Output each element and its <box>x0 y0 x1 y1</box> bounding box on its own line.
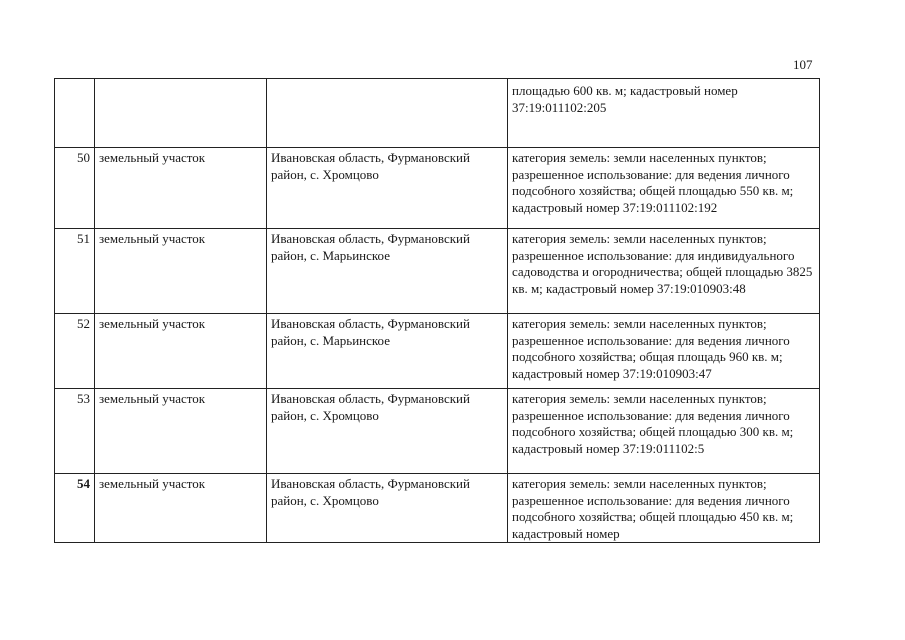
table-row <box>55 474 820 543</box>
description-cell: категория земель: земли населенных пунктов; разрешенное использование: для ведения личного подсобного хозяйства; общая площадь 960 кв. м; кадастровый номер 37:19:010903:47 <box>508 314 820 389</box>
property-table <box>54 78 820 543</box>
table-row <box>55 229 820 314</box>
table-row <box>55 148 820 229</box>
address-cell: Ивановская область, Фурмановский район, с. Хромцово <box>267 389 508 474</box>
object-type-cell: земельный участок <box>95 474 267 543</box>
table-row-continuation <box>55 79 820 148</box>
object-type-cell: земельный участок <box>95 389 267 474</box>
address-cell: Ивановская область, Фурмановский район, с. Хромцово <box>267 474 508 543</box>
object-type-cell: земельный участок <box>95 314 267 389</box>
row-number-cell: 54 <box>55 474 95 543</box>
address-cell: Ивановская область, Фурмановский район, с. Хромцово <box>267 148 508 229</box>
row-number-cell: 52 <box>55 314 95 389</box>
description-cell: категория земель: земли населенных пунктов; разрешенное использование: для ведения личного подсобного хозяйства; общей площадью 450 кв. м; кадастровый номер <box>508 474 820 543</box>
row-number-cell <box>55 79 95 148</box>
address-cell: Ивановская область, Фурмановский район, с. Марьинское <box>267 314 508 389</box>
description-cell: категория земель: земли населенных пунктов; разрешенное использование: для ведения личного подсобного хозяйства; общей площадью 300 кв. м; кадастровый номер 37:19:011102:5 <box>508 389 820 474</box>
address-cell: Ивановская область, Фурмановский район, с. Марьинское <box>267 229 508 314</box>
object-type-cell: земельный участок <box>95 148 267 229</box>
table-row <box>55 389 820 474</box>
page-number: 107 <box>793 57 813 72</box>
object-type-cell <box>95 79 267 148</box>
table-row <box>55 314 820 389</box>
address-cell <box>267 79 508 148</box>
row-number-cell: 53 <box>55 389 95 474</box>
description-cell: категория земель: земли населенных пунктов; разрешенное использование: для ведения личного подсобного хозяйства; общей площадью 550 кв. м; кадастровый номер 37:19:011102:192 <box>508 148 820 229</box>
object-type-cell: земельный участок <box>95 229 267 314</box>
row-number-cell: 50 <box>55 148 95 229</box>
description-cell: категория земель: земли населенных пунктов; разрешенное использование: для индивидуального садоводства и огородничества; общей площадью 3825 кв. м; кадастровый номер 37:19:010903:48 <box>508 229 820 314</box>
row-number-cell: 51 <box>55 229 95 314</box>
description-cell: площадью 600 кв. м; кадастровый номер 37:19:011102:205 <box>508 79 820 148</box>
